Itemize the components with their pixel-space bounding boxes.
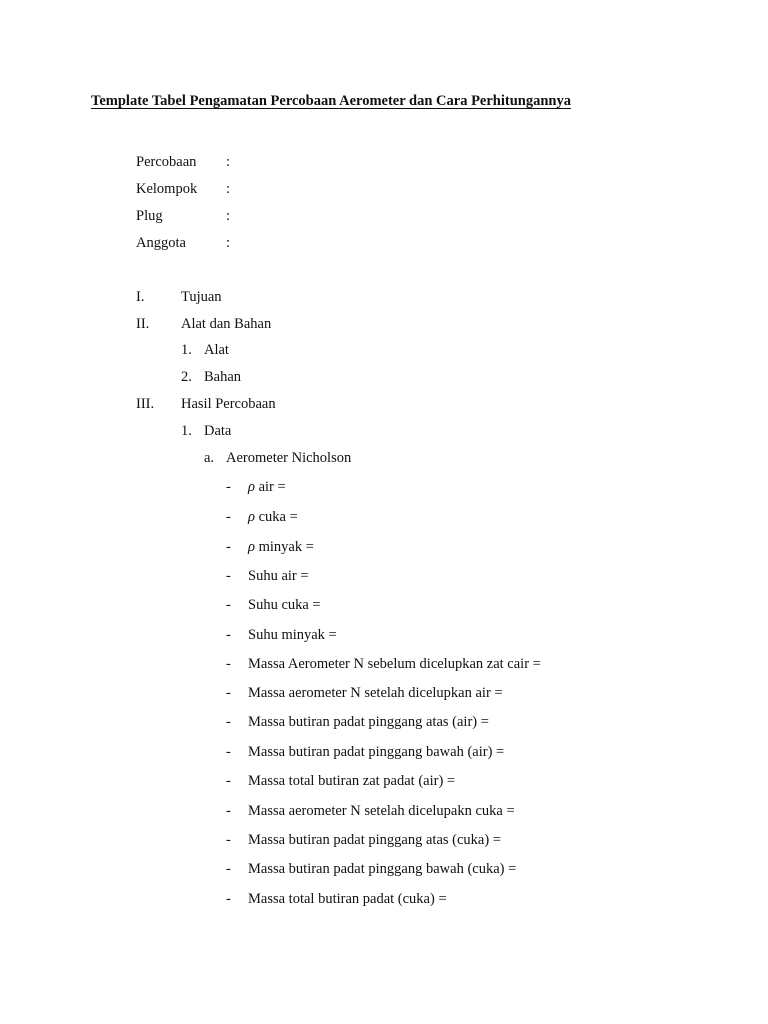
bullet-marker: - <box>226 773 231 789</box>
bullet-item: Massa aerometer N setelah dicelupakn cuka = <box>248 803 515 819</box>
bullet-item: Massa total butiran zat padat (air) = <box>248 773 456 789</box>
section-number: I. <box>136 289 145 305</box>
list-number: 1. <box>181 423 192 439</box>
section-heading-alat-bahan: Alat dan Bahan <box>181 316 272 332</box>
bullet-item: Massa butiran padat pinggang atas (cuka) = <box>248 832 501 848</box>
bullet-marker: - <box>226 568 231 584</box>
bullet-marker: - <box>226 479 231 495</box>
bullet-item: Massa Aerometer N sebelum dicelupkan zat cair = <box>248 656 541 672</box>
section-number: II. <box>136 316 150 332</box>
bullet-item: Suhu air = <box>248 568 309 584</box>
section-heading-hasil: Hasil Percobaan <box>181 396 276 412</box>
bullet-marker: - <box>226 539 231 555</box>
field-label-anggota: Anggota <box>136 235 186 251</box>
bullet-marker: - <box>226 685 231 701</box>
bullet-marker: - <box>226 597 231 613</box>
bullet-item: ρ minyak = <box>248 539 314 555</box>
list-item-bahan: Bahan <box>204 369 242 385</box>
bullet-marker: - <box>226 714 231 730</box>
bullet-item: ρ cuka = <box>248 509 298 525</box>
field-label-plug: Plug <box>136 208 163 224</box>
bullet-item: Suhu cuka = <box>248 597 321 613</box>
list-number: 2. <box>181 369 192 385</box>
bullet-marker: - <box>226 803 231 819</box>
bullet-item: Massa butiran padat pinggang bawah (air) = <box>248 744 505 760</box>
field-colon: : <box>226 235 231 251</box>
bullet-marker: - <box>226 891 231 907</box>
sub-heading-aerometer: Aerometer Nicholson <box>226 450 352 466</box>
list-item-data: Data <box>204 423 232 439</box>
bullet-marker: - <box>226 744 231 760</box>
rho-symbol: ρ <box>248 479 255 495</box>
bullet-item: Massa butiran padat pinggang atas (air) = <box>248 714 489 730</box>
bullet-marker: - <box>226 832 231 848</box>
bullet-marker: - <box>226 627 231 643</box>
field-label-kelompok: Kelompok <box>136 181 198 197</box>
field-colon: : <box>226 181 231 197</box>
bullet-marker: - <box>226 861 231 877</box>
bullet-item: Suhu minyak = <box>248 627 337 643</box>
rho-symbol: ρ <box>248 509 255 525</box>
bullet-item: Massa butiran padat pinggang bawah (cuka) = <box>248 861 517 877</box>
bullet-item: Massa aerometer N setelah dicelupkan air = <box>248 685 503 701</box>
section-heading-tujuan: Tujuan <box>181 289 222 305</box>
bullet-marker: - <box>226 656 231 672</box>
bullet-marker: - <box>226 509 231 525</box>
section-number: III. <box>136 396 155 412</box>
field-label-percobaan: Percobaan <box>136 154 197 170</box>
field-colon: : <box>226 208 231 224</box>
field-colon: : <box>226 154 231 170</box>
bullet-item: Massa total butiran padat (cuka) = <box>248 891 447 907</box>
bullet-item: ρ air = <box>248 479 286 495</box>
list-number: 1. <box>181 342 192 358</box>
rho-symbol: ρ <box>248 539 255 555</box>
sub-letter: a. <box>204 450 215 466</box>
list-item-alat: Alat <box>204 342 229 358</box>
document-title: Template Tabel Pengamatan Percobaan Aerometer dan Cara Perhitungannya <box>91 93 571 109</box>
